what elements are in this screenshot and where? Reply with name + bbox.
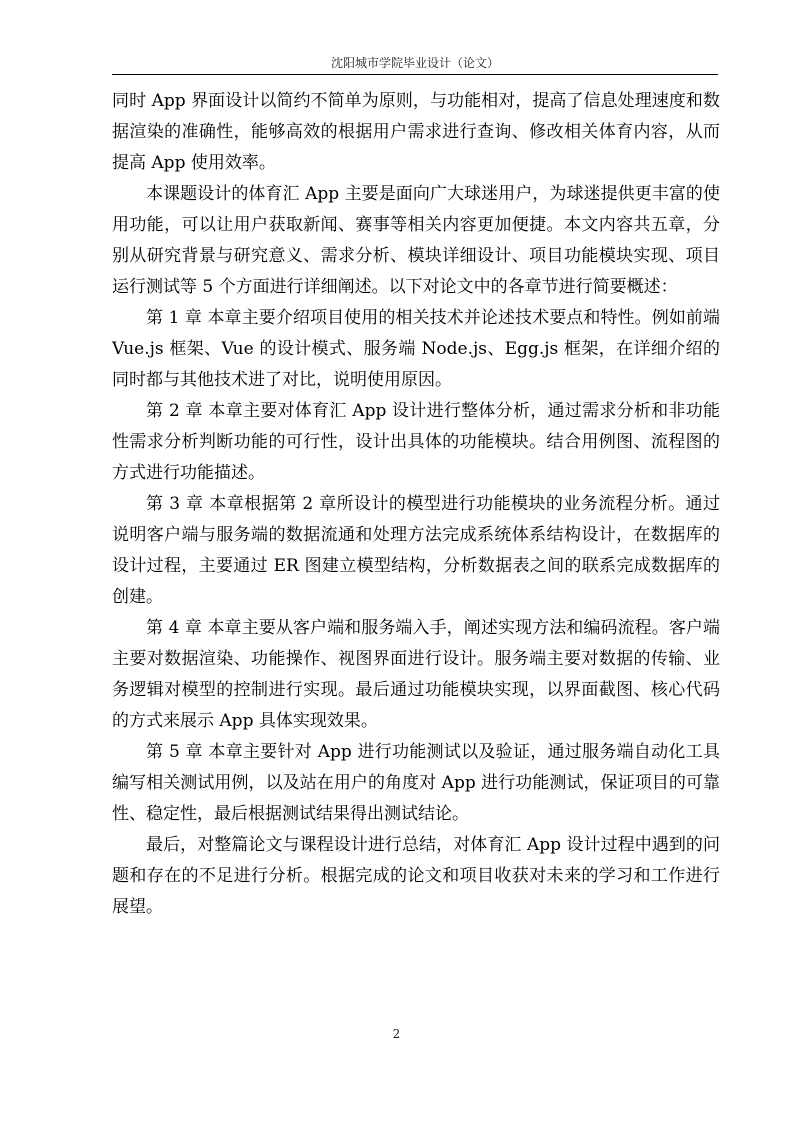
body-text: [112, 86, 720, 923]
paragraph-chapter-3: 第 3 章 本章根据第 2 章所设计的模型进行功能模块的业务流程分析。通过说明客户端与服务端的数据流通和处理方法完成系统体系结构设计，在数据库的设计过程，主要通过 ER 图建立模型结构，分析数据表之间的联系完成数据库的创建。: [112, 494, 720, 607]
paragraph-continuation: 同时 App 界面设计以简约不简单为原则，与功能相对，提高了信息处理速度和数据渲染的准确性，能够高效的根据用户需求进行查询、修改相关体育内容，从而提高 App 使用效率。: [112, 91, 720, 173]
paragraph-conclusion: 最后，对整篇论文与课程设计进行总结，对体育汇 App 设计过程中遇到的问题和存在的不足进行分析。根据完成的论文和项目收获对未来的学习和工作进行展望。: [112, 835, 720, 917]
page-header: 沈阳城市学院毕业设计（论文）: [330, 56, 499, 70]
page-number: 2: [392, 1027, 401, 1041]
paragraph-overview: 本课题设计的体育汇 App 主要是面向广大球迷用户，为球迷提供更丰富的使用功能，可以让用户获取新闻、赛事等相关内容更加便捷。本文内容共五章，分别从研究背景与研究意义、需求分析、模块详细设计、项目功能模块实现、项目运行测试等 5 个方面进行详细阐述。以下对论文中的各章节进行简要概述：: [112, 184, 720, 297]
paragraph-chapter-1: 第 1 章 本章主要介绍项目使用的相关技术并论述技术要点和特性。例如前端 Vue.js 框架、Vue 的设计模式、服务端 Node.js、Egg.js 框架，在详细介绍的同时都与其他技术进了对比，说明使用原因。: [112, 308, 720, 390]
header-divider: [112, 74, 718, 75]
paragraph-chapter-5: 第 5 章 本章主要针对 App 进行功能测试以及验证，通过服务端自动化工具编写相关测试用例，以及站在用户的角度对 App 进行功能测试，保证项目的可靠性、稳定性，最后根据测试结果得出测试结论。: [112, 742, 720, 824]
paragraph-chapter-4: 第 4 章 本章主要从客户端和服务端入手，阐述实现方法和编码流程。客户端主要对数据渲染、功能操作、视图界面进行设计。服务端主要对数据的传输、业务逻辑对模型的控制进行实现。最后通过功能模块实现，以界面截图、核心代码的方式来展示 App 具体实现效果。: [112, 618, 720, 731]
paragraph-chapter-2: 第 2 章 本章主要对体育汇 App 设计进行整体分析，通过需求分析和非功能性需求分析判断功能的可行性，设计出具体的功能模块。结合用例图、流程图的方式进行功能描述。: [112, 401, 720, 483]
